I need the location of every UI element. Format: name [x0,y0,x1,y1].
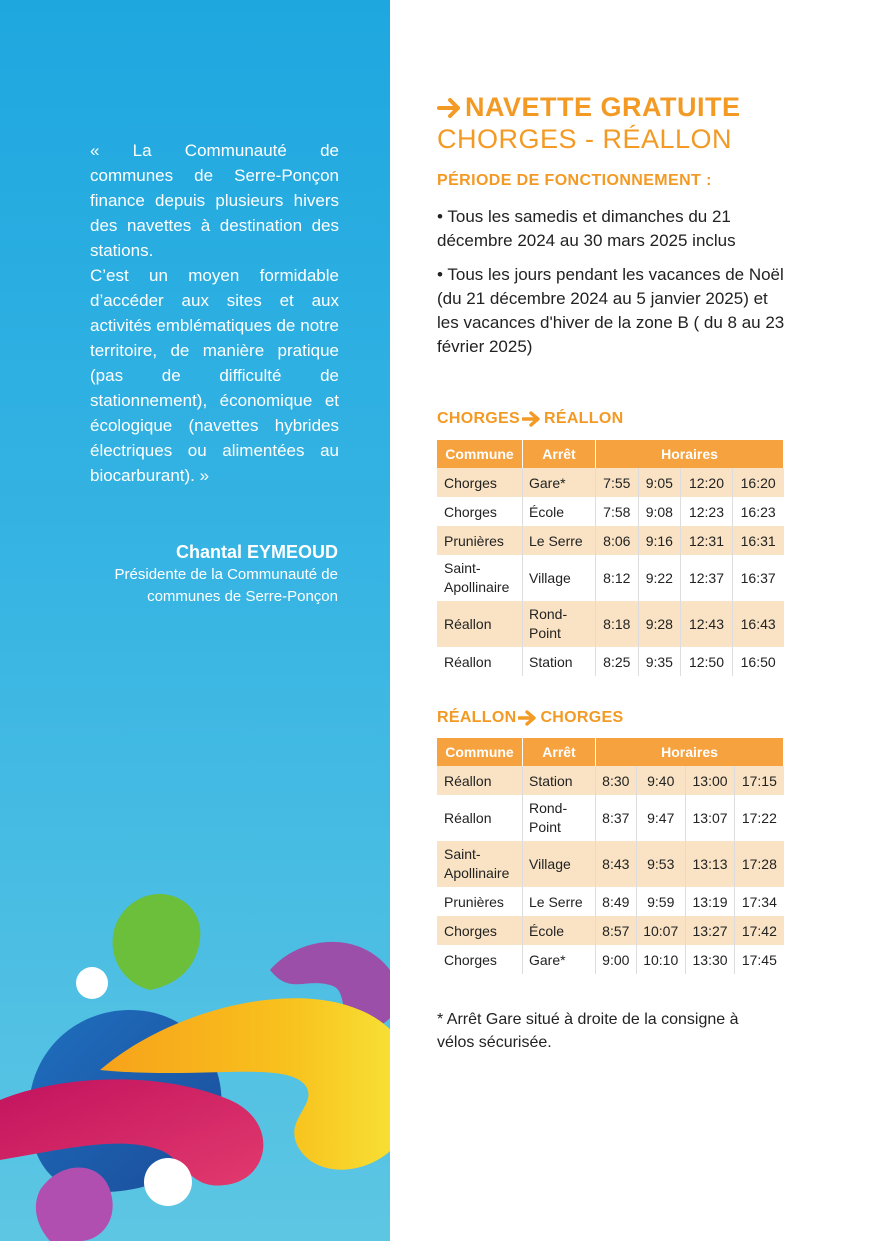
cell-arret: Station [523,766,596,795]
cell-time: 12:23 [681,497,733,526]
table-row [437,555,784,601]
quote-paragraph-2: C’est un moyen formidable d’accéder aux sites et aux activités emblématiques de notre territoire, de manière pratique (pas de difficulté de stationnement), économique et écologique (navettes hybrides électriques ou alimentées au biocarburant). » [90,266,339,485]
cell-commune: Saint-Apollinaire [437,555,523,601]
period-item-1: • Tous les samedis et dimanches du 21 décembre 2024 au 30 mars 2025 inclus [437,207,736,250]
quote-paragraph-1: « La Communauté de communes de Serre-Ponçon finance depuis plusieurs hivers des navettes à destination des stations. [90,141,339,260]
title-row [437,92,741,123]
author-role: Présidente de la Communauté de communes de Serre-Ponçon [114,566,338,605]
cell-time: 8:37 [596,795,637,841]
cell-time: 13:13 [685,841,734,887]
cell-time: 8:06 [596,526,639,555]
cell-commune: Réallon [437,795,523,841]
cell-time: 9:53 [636,841,685,887]
arrow-right-icon [437,97,463,119]
cell-commune: Prunières [437,526,523,555]
cell-time: 9:00 [596,945,637,974]
author-block [78,540,338,608]
cell-time: 17:22 [741,809,777,826]
decorative-swirl-graphic [0,860,390,1241]
cell-time: 8:43 [596,841,637,887]
page-subtitle: CHORGES - RÉALLON [437,124,733,154]
arrow-right-icon [518,710,538,726]
route-title-2 [437,709,623,727]
schedule-table-chorges-reallon [437,440,784,676]
cell-arret: École [523,497,596,526]
schedule-table-reallon-chorges [437,738,784,974]
cell-time: 10:07 [636,916,685,945]
period-label: PÉRIODE DE FONCTIONNEMENT : [437,172,712,189]
cell-commune: Saint-Apollinaire [437,841,523,887]
author-name: Chantal EYMEOUD [175,542,338,562]
column-header-horaires: Horaires [596,738,784,766]
cell-commune: Chorges [437,916,523,945]
cell-time: 9:28 [638,601,681,647]
cell-commune: Prunières [437,887,523,916]
route-2-to: CHORGES [540,709,624,726]
cell-time: 13:07 [685,795,734,841]
cell-time: 9:35 [638,647,681,676]
cell-time: 13:00 [685,766,734,795]
table-row [437,647,784,676]
cell-time: 17:34 [741,893,777,910]
cell-time: 16:50 [740,653,776,670]
cell-time: 9:05 [638,468,681,497]
table-row [437,766,784,795]
cell-commune: Réallon [437,766,523,795]
cell-time: 9:40 [636,766,685,795]
cell-time: 17:28 [735,841,784,887]
cell-commune: Chorges [437,945,523,974]
table-header-row [437,738,784,766]
cell-time: 16:31 [732,526,783,555]
cell-time: 9:47 [636,795,685,841]
table-row [437,601,784,647]
cell-time: 7:58 [596,497,639,526]
route-1-from: CHORGES [437,410,520,427]
cell-commune: Chorges [437,468,523,497]
cell-arret: Village [523,555,596,601]
cell-arret: Gare* [523,945,596,974]
cell-time: 9:08 [638,497,681,526]
column-header-horaires: Horaires [596,440,784,468]
route-2-from: RÉALLON [437,709,517,726]
cell-commune: Réallon [437,647,523,676]
table-row [437,468,784,497]
cell-commune: Chorges [437,497,523,526]
cell-arret: Village [523,841,596,887]
cell-time: 8:30 [596,766,637,795]
cell-time: 8:18 [596,601,639,647]
route-1-to: RÉALLON [544,410,624,427]
table-row [437,526,784,555]
cell-time: 16:20 [732,468,783,497]
cell-arret: Le Serre [523,887,596,916]
cell-time: 12:31 [681,526,733,555]
cell-arret: Le Serre [523,526,596,555]
cell-time: 16:23 [740,503,776,520]
table-row [437,841,784,887]
footnote: * Arrêt Gare situé à droite de la consigne à vélos sécurisée. [437,1011,739,1051]
table-row [437,887,784,916]
cell-time: 8:57 [596,916,637,945]
cell-time: 12:50 [681,647,733,676]
cell-arret: Station [523,647,596,676]
cell-time: 8:25 [596,647,639,676]
cell-time: 7:55 [596,468,639,497]
period-list [437,205,787,369]
cell-time: 16:43 [732,601,783,647]
cell-time: 12:37 [681,555,733,601]
cell-time: 16:37 [740,569,776,586]
cell-time: 9:59 [636,887,685,916]
cell-time: 9:22 [638,555,681,601]
cell-time: 17:15 [735,766,784,795]
column-header-commune: Commune [437,738,523,766]
cell-time: 17:42 [735,916,784,945]
route-title-1 [437,410,623,428]
cell-arret: École [523,916,596,945]
cell-arret: Rond-Point [523,601,596,647]
cell-time: 13:30 [685,945,734,974]
arrow-right-icon [522,411,542,427]
column-header-arret: Arrêt [523,440,596,468]
cell-time: 13:19 [685,887,734,916]
cell-arret: Gare* [523,468,596,497]
period-item-2: • Tous les jours pendant les vacances de Noël (du 21 décembre 2024 au 5 janvier 2025) et les vacances d'hiver de la zone B ( du 8 au 23 février 2025) [437,265,785,356]
page-title: NAVETTE GRATUITE [465,92,741,122]
cell-time: 13:27 [685,916,734,945]
quote-block [90,138,339,488]
cell-time: 12:20 [681,468,733,497]
cell-time: 8:49 [596,887,637,916]
cell-time: 8:12 [596,555,639,601]
cell-commune: Réallon [437,601,523,647]
column-header-arret: Arrêt [523,738,596,766]
cell-arret: Rond-Point [523,795,596,841]
cell-time: 10:10 [636,945,685,974]
table-header-row [437,440,784,468]
left-panel [0,0,390,1241]
cell-time: 17:45 [741,951,777,968]
cell-time: 12:43 [681,601,733,647]
table-row [437,916,784,945]
table-row [437,945,784,974]
table-row [437,795,784,841]
cell-time: 9:16 [638,526,681,555]
column-header-commune: Commune [437,440,523,468]
table-row [437,497,784,526]
